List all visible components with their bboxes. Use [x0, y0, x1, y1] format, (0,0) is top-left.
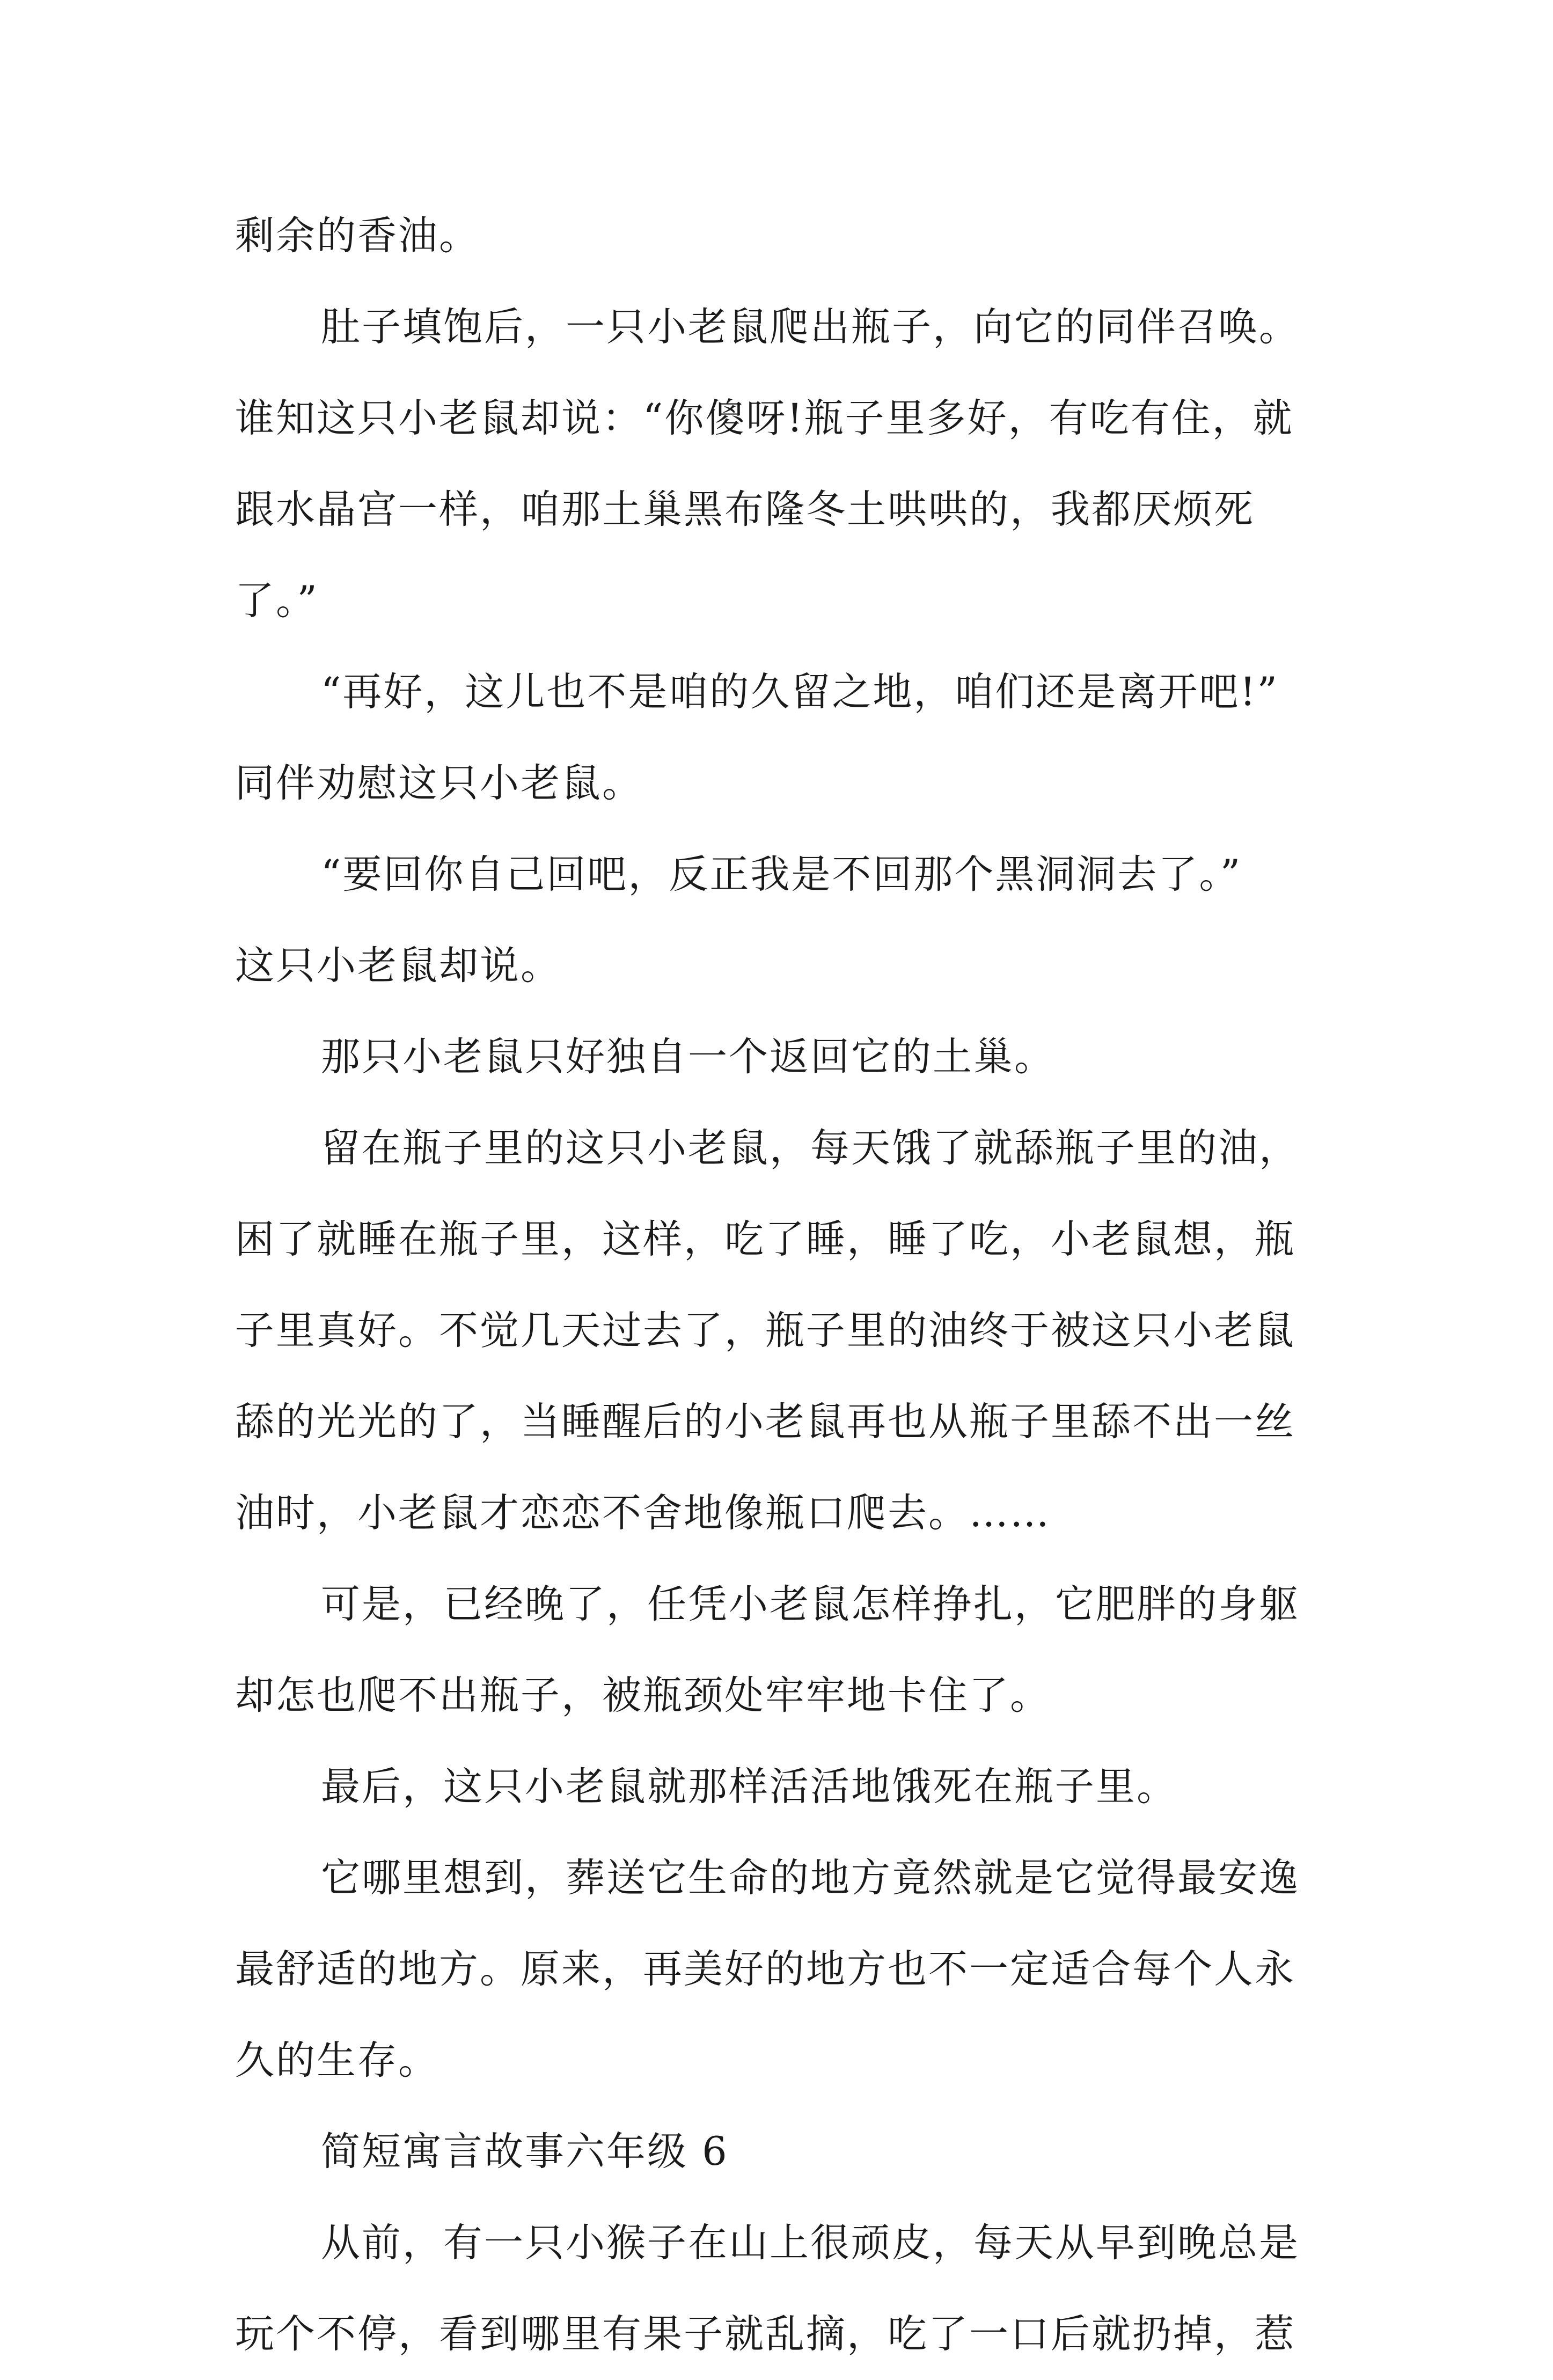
- text-line: 跟水晶宫一样，咱那土巢黑布隆冬土哄哄的，我都厌烦死: [235, 487, 1255, 532]
- text-line: “再好，这儿也不是咱的久留之地，咱们还是离开吧!”: [321, 669, 1279, 715]
- text-line: 从前，有一只小猴子在山上很顽皮，每天从早到晚总是: [321, 2220, 1300, 2266]
- text-line: 玩个不停，看到哪里有果子就乱摘，吃了一口后就扔掉，惹: [235, 2311, 1295, 2357]
- text-line: 了。”: [235, 578, 319, 624]
- text-line: 那只小老鼠只好独自一个返回它的土巢。: [321, 1034, 1055, 1080]
- text-line: 久的生存。: [235, 2038, 439, 2083]
- text-line: 谁知这只小老鼠却说：“你傻呀!瓶子里多好，有吃有住，就: [235, 396, 1294, 441]
- text-line: 同伴劝慰这只小老鼠。: [235, 760, 643, 806]
- text-line: “要回你自己回吧，反正我是不回那个黑洞洞去了。”: [321, 852, 1242, 897]
- section-heading: 简短寓言故事六年级 6: [321, 2129, 729, 2174]
- text-line: 它哪里想到，葬送它生命的地方竟然就是它觉得最安逸: [321, 1855, 1300, 1901]
- text-line: 子里真好。不觉几天过去了，瓶子里的油终于被这只小老鼠: [235, 1308, 1295, 1353]
- text-line: 可是，已经晚了，任凭小老鼠怎样挣扎，它肥胖的身躯: [321, 1581, 1300, 1627]
- text-line: 肚子填饱后，一只小老鼠爬出瓶子，向它的同伴召唤。: [321, 304, 1300, 350]
- text-line: 舔的光光的了，当睡醒后的小老鼠再也从瓶子里舔不出一丝: [235, 1399, 1295, 1445]
- text-line: 留在瓶子里的这只小老鼠，每天饿了就舔瓶子里的油，: [321, 1125, 1300, 1171]
- text-line: 最舒适的地方。原来，再美好的地方也不一定适合每个人永: [235, 1946, 1295, 1992]
- document-body: [235, 191, 1335, 2380]
- text-line: 这只小老鼠却说。: [235, 943, 561, 988]
- text-line: 油时，小老鼠才恋恋不舍地像瓶口爬去。……: [235, 1490, 1051, 1536]
- text-line: 却怎也爬不出瓶子，被瓶颈处牢牢地卡住了。: [235, 1673, 1051, 1718]
- text-line: 最后，这只小老鼠就那样活活地饿死在瓶子里。: [321, 1764, 1177, 1810]
- text-line: 困了就睡在瓶子里，这样，吃了睡，睡了吃，小老鼠想，瓶: [235, 1217, 1295, 1262]
- text-line: 剩余的香油。: [235, 213, 480, 259]
